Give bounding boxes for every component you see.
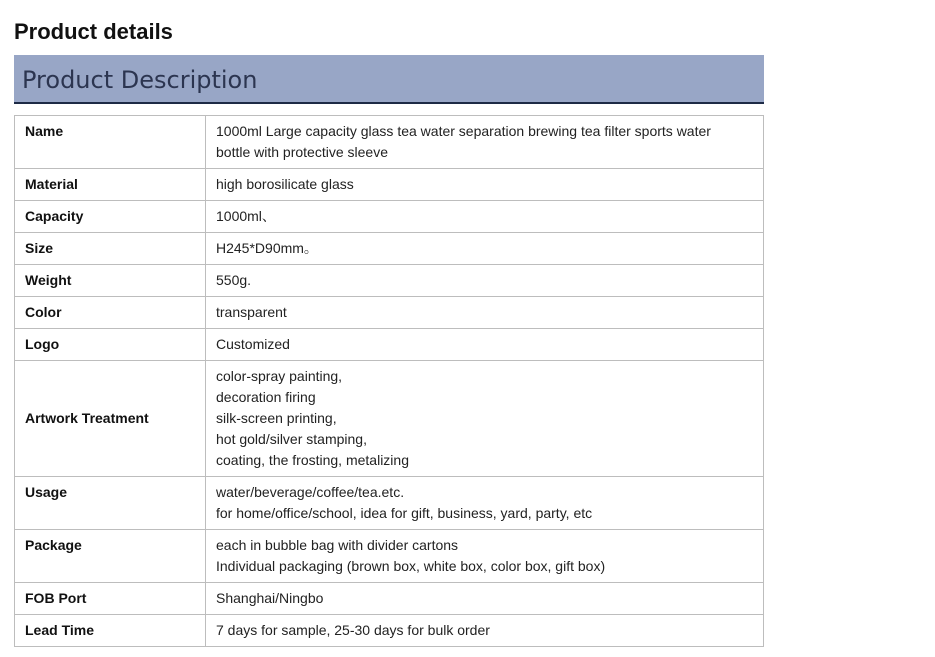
product-spec-table bbox=[14, 115, 764, 647]
spec-label: Capacity bbox=[15, 201, 206, 233]
spec-row-name bbox=[15, 116, 764, 169]
spec-row-fob-port bbox=[15, 583, 764, 615]
spec-value bbox=[206, 361, 764, 477]
spec-row-logo bbox=[15, 329, 764, 361]
spec-value bbox=[206, 233, 764, 265]
spec-row-capacity bbox=[15, 201, 764, 233]
spec-table-body bbox=[15, 116, 764, 647]
spec-value bbox=[206, 477, 764, 530]
spec-value-line: hot gold/silver stamping, bbox=[216, 431, 367, 447]
product-description-header bbox=[14, 55, 764, 104]
spec-value bbox=[206, 116, 764, 169]
spec-row-color bbox=[15, 297, 764, 329]
spec-row-package bbox=[15, 530, 764, 583]
spec-value bbox=[206, 615, 764, 647]
spec-value-line: H245*D90mm。 bbox=[216, 240, 318, 256]
spec-value bbox=[206, 201, 764, 233]
spec-value-line: for home/office/school, idea for gift, business, yard, party, etc bbox=[216, 505, 593, 521]
spec-label: Package bbox=[15, 530, 206, 583]
spec-row-material bbox=[15, 169, 764, 201]
spec-label: Weight bbox=[15, 265, 206, 297]
spec-row-size bbox=[15, 233, 764, 265]
spec-value-line: water/beverage/coffee/tea.etc. bbox=[216, 484, 405, 500]
spec-value bbox=[206, 329, 764, 361]
spec-value-line: color-spray painting, bbox=[216, 368, 343, 384]
spec-value bbox=[206, 530, 764, 583]
spec-label: Size bbox=[15, 233, 206, 265]
spec-row-artwork-treatment bbox=[15, 361, 764, 477]
spec-value bbox=[206, 265, 764, 297]
spec-value-line: transparent bbox=[216, 304, 287, 320]
spec-value-line: Shanghai/Ningbo bbox=[216, 590, 324, 606]
spec-value-line: bottle with protective sleeve bbox=[216, 144, 388, 160]
spec-row-weight bbox=[15, 265, 764, 297]
spec-label: Material bbox=[15, 169, 206, 201]
spec-value-line: coating, the frosting, metalizing bbox=[216, 452, 409, 468]
spec-value-line: each in bubble bag with divider cartons bbox=[216, 537, 459, 553]
spec-value-line: 1000ml、 bbox=[216, 208, 276, 224]
spec-value bbox=[206, 297, 764, 329]
spec-value-line: 550g. bbox=[216, 272, 252, 288]
spec-label: Name bbox=[15, 116, 206, 169]
spec-label: Usage bbox=[15, 477, 206, 530]
spec-row-lead-time bbox=[15, 615, 764, 647]
spec-label: Logo bbox=[15, 329, 206, 361]
spec-value bbox=[206, 583, 764, 615]
spec-label: Color bbox=[15, 297, 206, 329]
page-title: Product details bbox=[14, 19, 173, 44]
spec-value-line: Customized bbox=[216, 336, 290, 352]
spec-label: Lead Time bbox=[15, 615, 206, 647]
spec-value-line: Individual packaging (brown box, white box, color box, gift box) bbox=[216, 558, 606, 574]
spec-value-line: 1000ml Large capacity glass tea water separation brewing tea filter sports water bbox=[216, 123, 711, 139]
spec-value-line: 7 days for sample, 25-30 days for bulk order bbox=[216, 622, 490, 638]
spec-value bbox=[206, 169, 764, 201]
spec-label: FOB Port bbox=[15, 583, 206, 615]
spec-row-usage bbox=[15, 477, 764, 530]
spec-value-line: decoration firing bbox=[216, 389, 316, 405]
spec-value-line: silk-screen printing, bbox=[216, 410, 337, 426]
spec-label: Artwork Treatment bbox=[15, 361, 206, 477]
product-description-title: Product Description bbox=[22, 66, 258, 94]
spec-value-line: high borosilicate glass bbox=[216, 176, 354, 192]
